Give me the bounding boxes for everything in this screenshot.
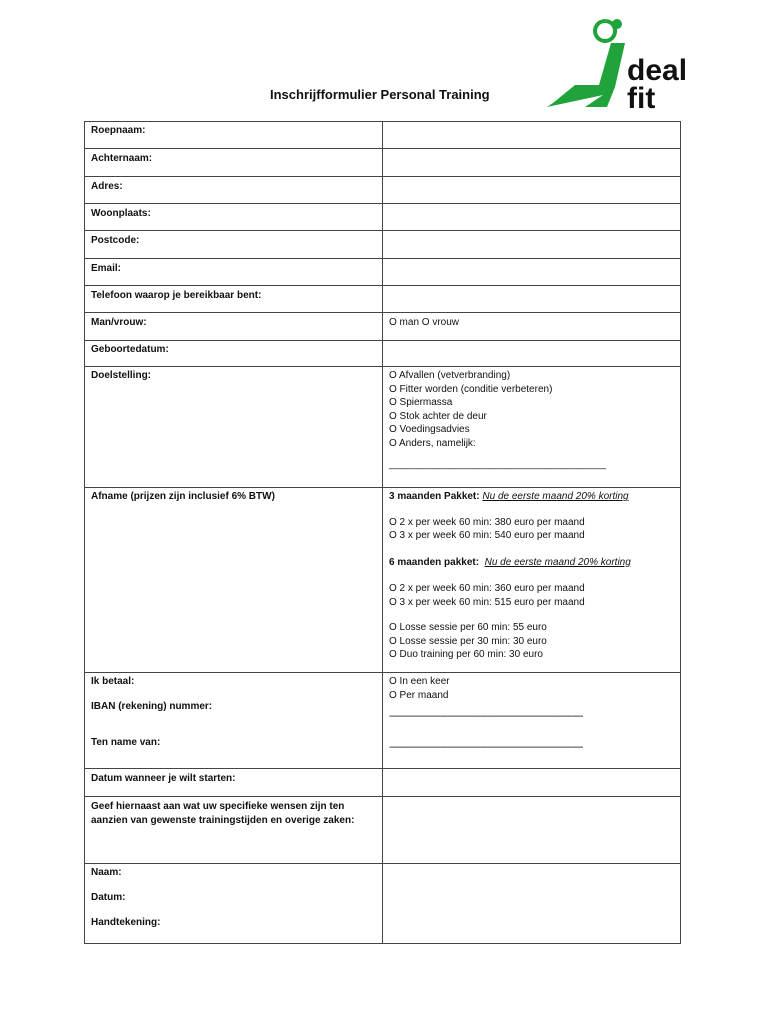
input-datum-start[interactable] (383, 769, 681, 797)
label-postcode: Postcode: (85, 231, 383, 259)
doel-optie-afvallen[interactable]: O Afvallen (vetverbranding) (389, 370, 511, 381)
label-afname: Afname (prijzen zijn inclusief 6% BTW) (85, 488, 383, 673)
doel-optie-stok[interactable]: O Stok achter de deur (389, 410, 487, 422)
registration-form-table (84, 121, 681, 944)
label-adres: Adres: (85, 177, 383, 204)
losse-optie-1[interactable]: O Losse sessie per 60 min: 55 euro (389, 622, 547, 633)
row-doelstelling (85, 367, 681, 488)
row-ondertekening (85, 864, 681, 944)
input-achternaam[interactable] (383, 149, 681, 177)
row-wensen (85, 797, 681, 864)
row-afname (85, 488, 681, 673)
pakket3-optie-1[interactable]: O 2 x per week 60 min: 380 euro per maand (389, 516, 585, 528)
row-telefoon (85, 286, 681, 313)
label-ten-name-van: Ten name van: (91, 737, 161, 748)
row-adres (85, 177, 681, 204)
page-title: Inschrijfformulier Personal Training (270, 87, 490, 102)
label-datum: Datum: (91, 892, 126, 903)
label-woonplaats: Woonplaats: (85, 204, 383, 231)
row-datum-start (85, 769, 681, 797)
row-email (85, 259, 681, 286)
input-email[interactable] (383, 259, 681, 286)
betaal-optie-maand[interactable]: O Per maand (389, 689, 449, 701)
doel-optie-voeding[interactable]: O Voedingsadvies (389, 424, 470, 435)
pakket6-note: Nu de eerste maand 20% korting (484, 556, 631, 568)
input-postcode[interactable] (383, 231, 681, 259)
doel-optie-spiermassa[interactable]: O Spiermassa (389, 397, 453, 408)
idealfit-logo-icon (545, 15, 685, 115)
row-betaling (85, 673, 681, 769)
pakket3-label: 3 maanden Pakket: (389, 491, 480, 502)
row-woonplaats (85, 204, 681, 231)
afname-options[interactable] (383, 488, 681, 673)
pakket3-optie-2[interactable]: O 3 x per week 60 min: 540 euro per maand (389, 530, 585, 541)
label-handtekening: Handtekening: (91, 917, 161, 928)
input-telefoon[interactable] (383, 286, 681, 313)
pakket6-optie-2[interactable]: O 3 x per week 60 min: 515 euro per maand (389, 596, 585, 608)
label-geboortedatum: Geboortedatum: (85, 341, 383, 367)
pakket3-note: Nu de eerste maand 20% korting (482, 491, 629, 502)
row-geslacht (85, 313, 681, 341)
input-wensen[interactable] (383, 797, 681, 864)
label-roepnaam: Roepnaam: (85, 122, 383, 149)
label-iban: IBAN (rekening) nummer: (91, 701, 213, 712)
losse-optie-3[interactable]: O Duo training per 60 min: 30 euro (389, 649, 543, 660)
doelstelling-options[interactable] (383, 367, 681, 488)
doel-optie-fitter[interactable]: O Fitter worden (conditie verbeteren) (389, 383, 553, 395)
anders-line[interactable]: _______________________________________ (389, 459, 606, 470)
label-geslacht: Man/vrouw: (85, 313, 383, 341)
losse-optie-2[interactable]: O Losse sessie per 30 min: 30 euro (389, 635, 547, 647)
betaling-inputs (383, 673, 681, 769)
input-adres[interactable] (383, 177, 681, 204)
pakket6-optie-1[interactable]: O 2 x per week 60 min: 360 euro per maand (389, 583, 585, 594)
iban-input-line[interactable]: ----------------------------------------------------------------------------------- (389, 711, 583, 722)
idealfit-logo (545, 15, 685, 115)
input-woonplaats[interactable] (383, 204, 681, 231)
ten-name-van-input-line[interactable]: ----------------------------------------------------------------------------------- (389, 741, 583, 753)
input-ondertekening[interactable] (383, 864, 681, 944)
ondertekening-labels (85, 864, 383, 944)
row-roepnaam (85, 122, 681, 149)
doel-optie-anders[interactable]: O Anders, namelijk: (389, 437, 476, 449)
label-doelstelling: Doelstelling: (85, 367, 383, 488)
logo-word-fit: fit (627, 82, 656, 115)
row-geboortedatum (85, 341, 681, 367)
label-email: Email: (85, 259, 383, 286)
row-achternaam (85, 149, 681, 177)
label-ik-betaal: Ik betaal: (91, 676, 135, 687)
input-geboortedatum[interactable] (383, 341, 681, 367)
label-wensen: Geef hiernaast aan wat uw specifieke wensen zijn ten aanzien van gewenste trainingstijden en overige zaken: (85, 797, 383, 864)
label-telefoon: Telefoon waarop je bereikbaar bent: (85, 286, 383, 313)
betaal-optie-keer[interactable]: O In een keer (389, 676, 450, 687)
row-postcode (85, 231, 681, 259)
label-naam: Naam: (91, 867, 122, 878)
label-achternaam: Achternaam: (85, 149, 383, 177)
label-datum-start: Datum wanneer je wilt starten: (85, 769, 383, 797)
pakket6-label: 6 maanden pakket: (389, 556, 480, 568)
betaling-labels (85, 673, 383, 769)
geslacht-options[interactable]: O man O vrouw (383, 313, 681, 341)
logo-word-deal: deal (627, 54, 685, 87)
input-roepnaam[interactable] (383, 122, 681, 149)
